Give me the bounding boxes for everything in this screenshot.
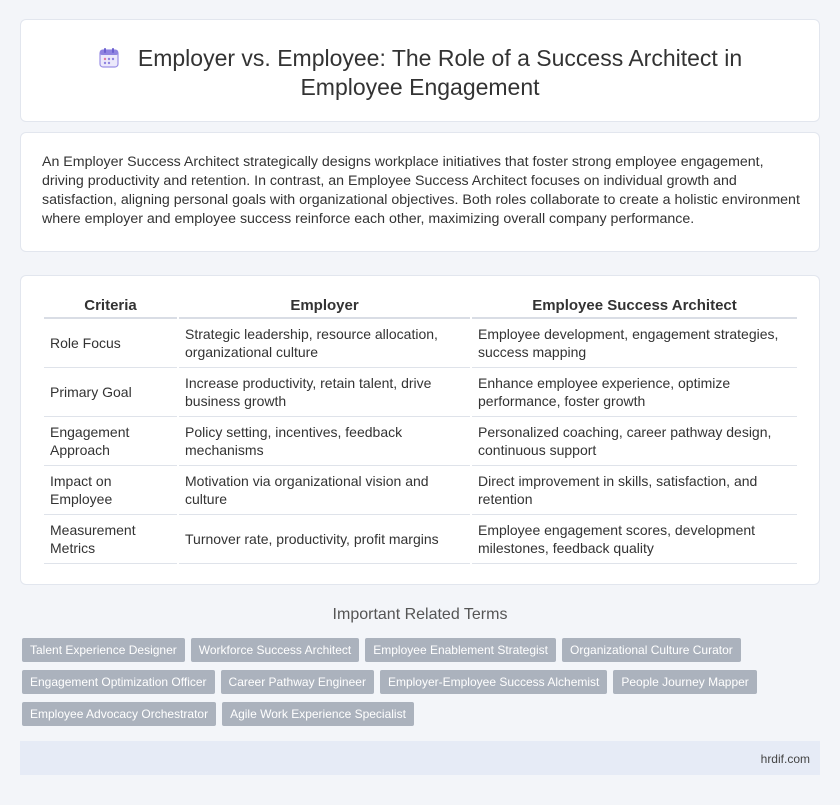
footer-site-link[interactable]: hrdif.com — [760, 752, 810, 766]
comparison-card — [20, 275, 820, 585]
related-terms-title: Important Related Terms — [332, 606, 508, 623]
related-terms-list — [22, 638, 812, 734]
related-term-tag[interactable]: Organizational Culture Curator — [562, 638, 741, 662]
related-term-tag[interactable]: Engagement Optimization Officer — [22, 670, 215, 694]
architect-cell: Employee engagement scores, development milestones, feedback quality — [472, 515, 797, 564]
criteria-cell: Primary Goal — [44, 368, 177, 417]
related-term-tag[interactable]: Employee Advocacy Orchestrator — [22, 702, 216, 726]
employer-cell: Policy setting, incentives, feedback mechanisms — [179, 417, 470, 466]
calendar-icon — [98, 47, 120, 69]
table-row — [44, 466, 797, 515]
architect-cell: Direct improvement in skills, satisfaction, and retention — [472, 466, 797, 515]
employer-cell: Increase productivity, retain talent, drive business growth — [179, 368, 470, 417]
title-card — [20, 19, 820, 122]
employer-cell: Motivation via organizational vision and culture — [179, 466, 470, 515]
related-term-tag[interactable]: Talent Experience Designer — [22, 638, 185, 662]
header-employer: Employer — [179, 293, 470, 319]
header-success-architect: Employee Success Architect — [472, 293, 797, 319]
employer-cell: Strategic leadership, resource allocation, organizational culture — [179, 319, 470, 368]
architect-cell: Enhance employee experience, optimize performance, foster growth — [472, 368, 797, 417]
table-header-row — [44, 293, 797, 319]
related-term-tag[interactable]: Career Pathway Engineer — [221, 670, 374, 694]
table-row — [44, 368, 797, 417]
related-term-tag[interactable]: Workforce Success Architect — [191, 638, 360, 662]
architect-cell: Employee development, engagement strategies, success mapping — [472, 319, 797, 368]
related-term-tag[interactable]: People Journey Mapper — [613, 670, 756, 694]
intro-paragraph: An Employer Success Architect strategically designs workplace initiatives that foster strong employee engagement, driving productivity and retention. In contrast, an Employee Success Architect focuses on individual growth and satisfaction, aligning personal goals with organizational objectives. Both roles collaborate to create a holistic environment where employer and employee success reinforce each other, maximizing overall company performance. — [42, 154, 800, 227]
related-term-tag[interactable]: Agile Work Experience Specialist — [222, 702, 414, 726]
criteria-cell: Measurement Metrics — [44, 515, 177, 564]
table-row — [44, 515, 797, 564]
related-term-tag[interactable]: Employer-Employee Success Alchemist — [380, 670, 607, 694]
header-criteria: Criteria — [44, 293, 177, 319]
architect-cell: Personalized coaching, career pathway design, continuous support — [472, 417, 797, 466]
criteria-cell: Role Focus — [44, 319, 177, 368]
table-row — [44, 319, 797, 368]
criteria-cell: Impact on Employee — [44, 466, 177, 515]
related-term-tag[interactable]: Employee Enablement Strategist — [365, 638, 556, 662]
intro-card — [20, 132, 820, 252]
criteria-cell: Engagement Approach — [44, 417, 177, 466]
footer — [20, 741, 820, 775]
comparison-table — [42, 293, 799, 564]
page-title — [21, 44, 819, 102]
table-row — [44, 417, 797, 466]
employer-cell: Turnover rate, productivity, profit margins — [179, 515, 470, 564]
page-title-text: Employer vs. Employee: The Role of a Success Architect in Employee Engagement — [137, 45, 743, 100]
